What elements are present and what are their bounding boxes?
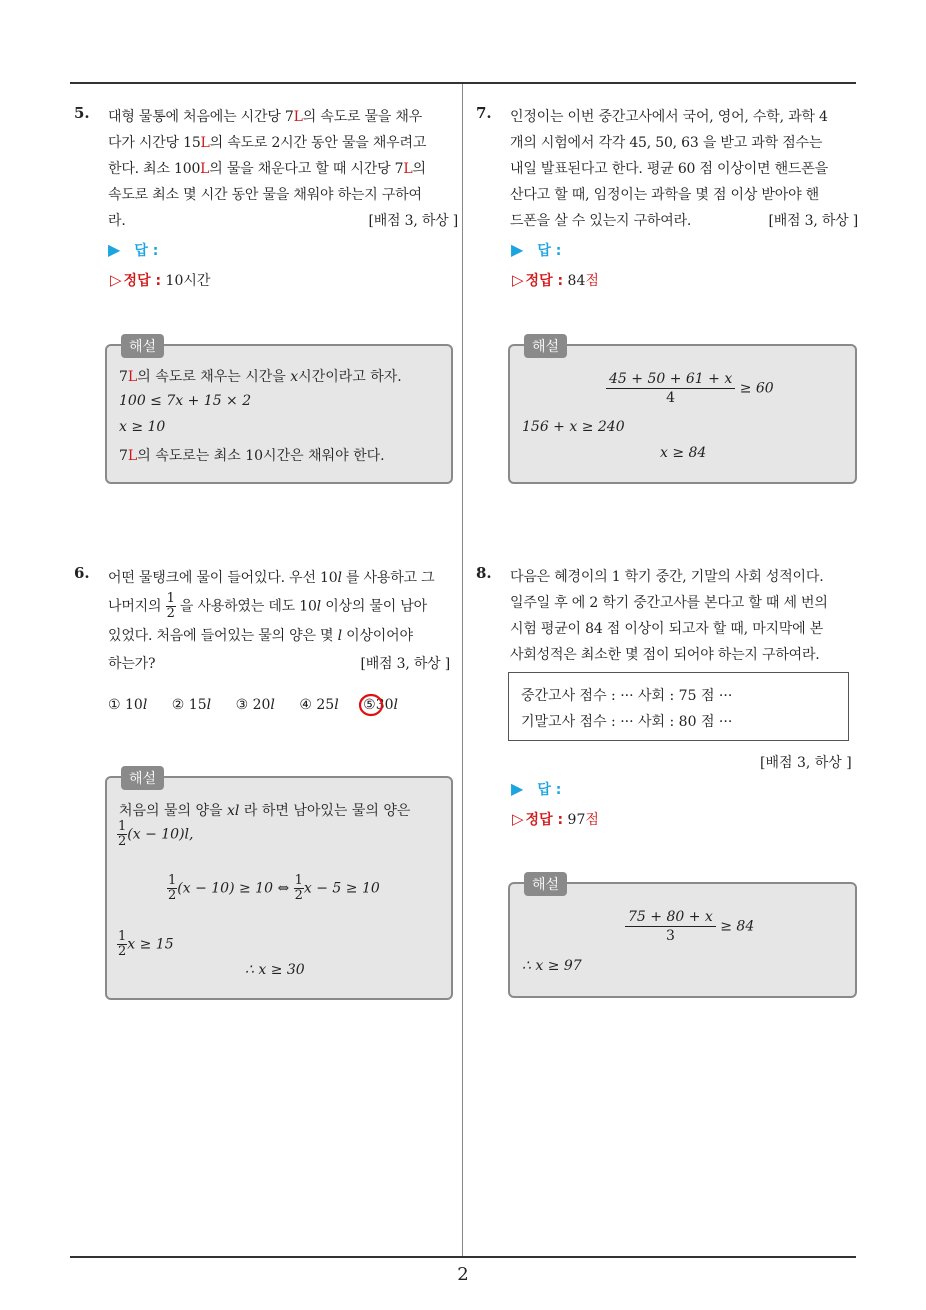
fraction: $\frac{1}{2}$ xyxy=(166,591,175,621)
correct-unit: 점 xyxy=(585,812,599,828)
outline-triangle-icon: ▷ xyxy=(512,271,524,289)
solution-tag: 해설 xyxy=(524,872,567,896)
fraction: $\frac{75 + 80 + x}{3}$ xyxy=(625,908,716,945)
text-line: 시험 평균이 84 점 이상이 되고자 할 때, 마지막에 본 xyxy=(510,621,824,637)
text-line: 다가 시간당 15L의 속도로 2시간 동안 물을 채우려고 xyxy=(108,135,427,151)
problem-6 xyxy=(74,564,459,674)
solution-box xyxy=(105,771,453,1000)
solution-conclusion: ∴ x ≥ 30 xyxy=(245,962,305,978)
solution-line: $\frac{1}{2}$ x ≥ 15 xyxy=(118,929,174,959)
column-divider xyxy=(462,84,463,1257)
correct-label: 정답 : xyxy=(123,273,162,289)
top-rule xyxy=(70,82,856,84)
correct-answer-line xyxy=(512,809,599,829)
text-line: 속도로 최소 몇 시간 동안 물을 채워야 하는지 구하여 xyxy=(108,187,422,203)
correct-answer-line xyxy=(512,270,599,290)
score-label: [배점 3, 하상 ] xyxy=(768,213,858,229)
choice-4[interactable]: ④ 25l xyxy=(299,697,339,713)
correct-value: 97 xyxy=(567,812,586,828)
problem-7 xyxy=(476,104,861,244)
answer-label: 답 : xyxy=(537,782,562,798)
score-table xyxy=(508,672,849,741)
text-line: 산다고 할 때, 임정이는 과학을 몇 점 이상 받아야 핸 xyxy=(510,187,819,203)
text-line: 개의 시험에서 각각 45, 50, 63 을 받고 과학 점수는 xyxy=(510,135,823,151)
correct-label: 정답 : xyxy=(525,812,564,828)
problem-text xyxy=(108,564,450,678)
fraction: $\frac{1}{2}$ xyxy=(168,873,177,903)
fraction: $\frac{45 + 50 + 61 + x}{4}$ xyxy=(606,370,735,407)
bottom-rule xyxy=(70,1256,856,1258)
correct-answer-line xyxy=(110,270,210,290)
text-line: 어떤 물탱크에 물이 들어있다. 우선 10l 를 사용하고 그 xyxy=(108,570,435,586)
score-label: [배점 3, 하상 ] xyxy=(368,213,458,229)
solution-line: x ≥ 10 xyxy=(119,419,166,435)
solution-box xyxy=(508,877,857,998)
text-line: 내일 발표된다고 한다. 평균 60 점 이상이면 핸드폰을 xyxy=(510,161,828,177)
problem-number: 6. xyxy=(74,564,90,582)
solution-conclusion: ∴ x ≥ 97 xyxy=(522,958,582,974)
text-line: 라. [배점 3, 하상 ] xyxy=(108,208,458,234)
fraction: $\frac{1}{2}$ xyxy=(294,873,303,903)
answer-label: 답 : xyxy=(134,243,159,259)
text-line: 사회성적은 최소한 몇 점이 되어야 하는지 구하여라. xyxy=(510,647,820,663)
answer-line xyxy=(511,240,561,260)
play-triangle-icon: ▶ xyxy=(511,240,524,259)
text-line: 있었다. 처음에 들어있는 물의 양은 몇 l 이상이어야 xyxy=(108,628,413,644)
problem-text xyxy=(510,104,858,234)
problem-5 xyxy=(74,104,459,244)
outline-triangle-icon: ▷ xyxy=(110,271,122,289)
text-line: 드폰을 살 수 있는지 구하여라. [배점 3, 하상 ] xyxy=(510,208,858,234)
table-row: 기말고사 점수 : ··· 사회 : 80 점 ··· xyxy=(521,714,733,730)
problem-8 xyxy=(476,564,861,674)
solution-box xyxy=(105,339,453,484)
score-label: [배점 3, 하상 ] xyxy=(360,656,450,672)
solution-line: 100 ≤ 7x + 15 × 2 xyxy=(119,393,252,409)
solution-equation: $\frac{45 + 50 + 61 + x}{4}$ ≥ 60 xyxy=(606,370,774,407)
solution-line: 156 + x ≥ 240 xyxy=(522,419,625,435)
fraction: $\frac{1}{2}$ xyxy=(118,819,127,849)
problem-text xyxy=(510,564,828,668)
text-line: 다음은 혜경이의 1 학기 중간, 기말의 사회 성적이다. xyxy=(510,569,824,585)
fraction: $\frac{1}{2}$ xyxy=(118,929,127,959)
problem-number: 5. xyxy=(74,104,90,122)
solution-box xyxy=(508,339,857,484)
table-row: 중간고사 점수 : ··· 사회 : 75 점 ··· xyxy=(521,688,733,704)
correct-value: 10시간 xyxy=(165,273,211,289)
problem-text xyxy=(108,104,458,234)
solution-tag: 해설 xyxy=(121,766,164,790)
text-line: 한다. 최소 100L의 물을 채운다고 할 때 시간당 7L의 xyxy=(108,161,426,177)
score-label: [배점 3, 하상 ] xyxy=(760,755,852,771)
choice-5[interactable]: ⑤30l xyxy=(363,697,398,713)
text-line: 일주일 후 에 2 학기 중간고사를 본다고 할 때 세 번의 xyxy=(510,595,828,611)
answer-circle-mark-icon xyxy=(357,691,385,719)
text-line: 하는가? [배점 3, 하상 ] xyxy=(108,650,450,676)
problem-number: 8. xyxy=(476,564,492,582)
answer-line xyxy=(108,240,158,260)
text-line: 나머지의 $\frac{1}{2}$ 을 사용하였는 데도 10l 이상의 물이 남아 xyxy=(108,591,427,621)
solution-line: 7L의 속도로 채우는 시간을 x시간이라고 하자. xyxy=(119,369,402,385)
solution-line: $\frac{1}{2}$ (x − 10)l, xyxy=(118,819,194,849)
solution-tag: 해설 xyxy=(524,334,567,358)
text-line: 인정이는 이번 중간고사에서 국어, 영어, 수학, 과학 4 xyxy=(510,109,828,125)
text-line: 대형 물통에 처음에는 시간당 7L의 속도로 물을 채우 xyxy=(108,109,423,125)
correct-unit: 점 xyxy=(585,273,599,289)
solution-tag: 해설 xyxy=(121,334,164,358)
choice-2[interactable]: ② 15l xyxy=(171,697,212,713)
problem-number: 7. xyxy=(476,104,492,122)
solution-line: 처음의 물의 양을 xl 라 하면 남아있는 물의 양은 xyxy=(119,803,411,819)
solution-line: 7L의 속도로는 최소 10시간은 채워야 한다. xyxy=(119,448,385,464)
outline-triangle-icon: ▷ xyxy=(512,810,524,828)
choice-1[interactable]: ① 10l xyxy=(108,697,148,713)
answer-line xyxy=(511,779,561,799)
solution-conclusion: x ≥ 84 xyxy=(660,445,707,461)
play-triangle-icon: ▶ xyxy=(108,240,121,259)
correct-value: 84 xyxy=(567,273,586,289)
page-number: 2 xyxy=(457,1264,469,1285)
answer-label: 답 : xyxy=(537,243,562,259)
solution-equation: $\frac{1}{2}$ (x − 10) ≥ 10 ⇔ $\frac{1}{2}$ x − 5 ≥ 10 xyxy=(168,873,380,903)
play-triangle-icon: ▶ xyxy=(511,779,524,798)
correct-label: 정답 : xyxy=(525,273,564,289)
choice-3[interactable]: ③ 20l xyxy=(235,697,275,713)
solution-equation: $\frac{75 + 80 + x}{3}$ ≥ 84 xyxy=(625,908,754,945)
choice-list xyxy=(108,697,418,713)
